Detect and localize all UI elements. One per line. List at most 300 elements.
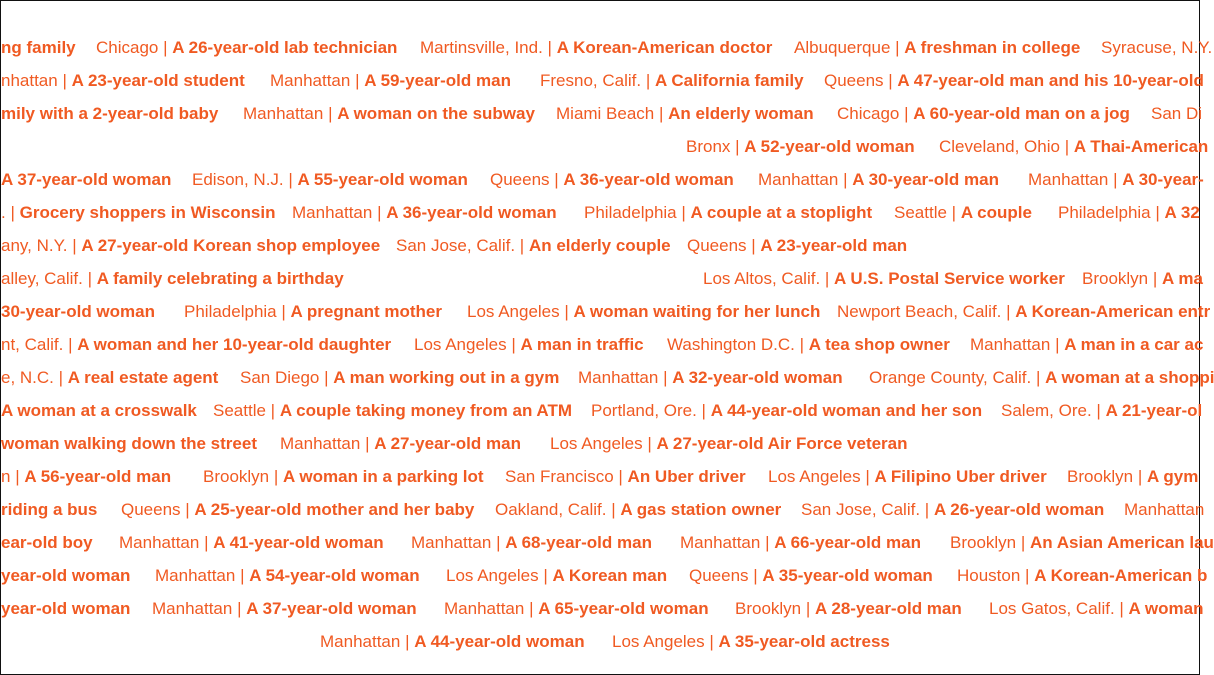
sighting-separator: | xyxy=(265,401,280,420)
sighting-place: Manhattan xyxy=(578,368,659,387)
sighting-separator: | xyxy=(283,170,298,189)
sighting-place: Philadelphia xyxy=(1058,203,1151,222)
sighting-entry xyxy=(950,532,1214,554)
sighting-entry xyxy=(119,532,384,554)
sighting-row xyxy=(1,301,1211,323)
sighting-entry xyxy=(540,70,804,92)
sighting-row xyxy=(1,565,1208,587)
sighting-entry xyxy=(213,400,572,422)
sighting-description: A pregnant mother xyxy=(290,302,442,321)
sighting-entry xyxy=(1,235,380,257)
sighting-separator: | xyxy=(1114,599,1129,618)
sighting-separator: | xyxy=(1150,203,1165,222)
sighting-entry xyxy=(578,367,843,389)
sighting-entry xyxy=(1,37,76,59)
sighting-description: A Filipino Uber driver xyxy=(874,467,1047,486)
sighting-place: Oakland, Calif. xyxy=(495,500,607,519)
sighting-row xyxy=(1,334,1204,356)
sighting-description: A Korean-American doctor xyxy=(556,38,773,57)
sighting-separator: | xyxy=(515,236,529,255)
sighting-separator: | xyxy=(946,203,961,222)
sighting-place: Manhattan xyxy=(1028,170,1109,189)
sighting-description: A 54-year-old woman xyxy=(249,566,420,585)
sighting-separator: | xyxy=(276,302,291,321)
sighting-separator: | xyxy=(1148,269,1163,288)
sighting-place: San Di xyxy=(1151,104,1203,123)
sighting-separator: | xyxy=(323,104,338,123)
sighting-place: Fresno, Calif. xyxy=(540,71,642,90)
sighting-place: alley, Calif. xyxy=(1,269,83,288)
sighting-description: A 30-year-old man xyxy=(852,170,999,189)
sighting-place: Houston xyxy=(957,566,1021,585)
sighting-description: A Korean-American b xyxy=(1034,566,1208,585)
sighting-separator: | xyxy=(67,236,82,255)
sighting-separator: | xyxy=(82,269,97,288)
sighting-entry xyxy=(420,37,772,59)
sighting-description: A woman in a parking lot xyxy=(283,467,484,486)
sighting-row xyxy=(1,235,1199,257)
sighting-entry xyxy=(467,301,820,323)
sighting-entry xyxy=(1,301,155,323)
sighting-place: Los Angeles xyxy=(768,467,861,486)
sighting-description: A woman and her 10-year-old daughter xyxy=(77,335,392,354)
sighting-place: Portland, Ore. xyxy=(591,401,697,420)
sighting-entry xyxy=(1028,169,1204,191)
sighting-entry xyxy=(550,433,908,455)
sighting-place: Los Altos, Calif. xyxy=(703,269,821,288)
sighting-separator: | xyxy=(199,533,214,552)
sighting-row xyxy=(1,400,1203,422)
sighting-entry xyxy=(680,532,921,554)
sighting-place: Los Angeles xyxy=(550,434,643,453)
sighting-place: Los Angeles xyxy=(467,302,560,321)
sighting-place: Queens xyxy=(687,236,747,255)
sighting-description: A freshman in college xyxy=(904,38,1081,57)
sighting-place: Manhattan xyxy=(970,335,1051,354)
sighting-entry xyxy=(612,631,890,653)
sighting-description: A 66-year-old man xyxy=(774,533,921,552)
sighting-place: Bronx xyxy=(686,137,731,156)
sighting-description: A 68-year-old man xyxy=(505,533,652,552)
sighting-separator: | xyxy=(704,632,719,651)
sighting-entry xyxy=(1,598,130,620)
sighting-place: San Francisco xyxy=(505,467,614,486)
sighting-description: A 55-year-old woman xyxy=(297,170,468,189)
sighting-description: A 21-year-ol xyxy=(1105,401,1203,420)
sighting-place: nt, Calif. xyxy=(1,335,64,354)
sighting-description: ear-old boy xyxy=(1,533,93,552)
sighting-entry xyxy=(155,565,420,587)
sighting-place: . xyxy=(1,203,6,222)
sighting-place: San Jose, Calif. xyxy=(396,236,516,255)
sighting-place: Syracuse, N.Y. xyxy=(1101,38,1213,57)
sighting-entry xyxy=(1,169,171,191)
sighting-place: Salem, Ore. xyxy=(1001,401,1092,420)
sighting-entry xyxy=(667,334,950,356)
sighting-row xyxy=(1,37,1213,59)
sighting-entry xyxy=(1058,202,1200,224)
sighting-place: Cleveland, Ohio xyxy=(939,137,1060,156)
sighting-entry xyxy=(1,268,344,290)
sighting-separator: | xyxy=(1031,368,1046,387)
sighting-entry xyxy=(703,268,1065,290)
sighting-place: Manhattan xyxy=(280,434,361,453)
sighting-separator: | xyxy=(269,467,284,486)
sighting-entry xyxy=(1,334,391,356)
sighting-description: year-old woman xyxy=(1,566,131,585)
sighting-place: Philadelphia xyxy=(584,203,677,222)
sighting-description: A 26-year-old woman xyxy=(933,500,1105,519)
sighting-separator: | xyxy=(1108,170,1123,189)
sighting-entry xyxy=(1067,466,1198,488)
sighting-description: A Korean man xyxy=(552,566,668,585)
sighting-separator: | xyxy=(838,170,853,189)
sighting-separator: | xyxy=(319,368,334,387)
sighting-place: San Diego xyxy=(240,368,320,387)
sighting-place: Manhattan xyxy=(758,170,839,189)
sighting-separator: | xyxy=(794,335,809,354)
sighting-separator: | xyxy=(760,533,775,552)
sighting-place: Brooklyn xyxy=(1082,269,1149,288)
sighting-description: A 37-year-old woman xyxy=(246,599,417,618)
sighting-place: Newport Beach, Calif. xyxy=(837,302,1002,321)
sighting-description: A woman on the subway xyxy=(337,104,535,123)
sighting-place: Manhattan xyxy=(152,599,233,618)
sighting-separator: | xyxy=(890,38,905,57)
sighting-separator: | xyxy=(180,500,195,519)
sighting-place: Manhattan xyxy=(243,104,324,123)
sighting-separator: | xyxy=(730,137,745,156)
sighting-description: A man in traffic xyxy=(520,335,644,354)
sighting-separator: | xyxy=(10,467,25,486)
sighting-place: Albuquerque xyxy=(794,38,891,57)
sighting-separator: | xyxy=(883,71,898,90)
sighting-description: A 36-year-old woman xyxy=(563,170,734,189)
sighting-description: year-old woman xyxy=(1,599,131,618)
sighting-entry xyxy=(687,235,907,257)
sighting-separator: | xyxy=(57,71,72,90)
sighting-entry xyxy=(824,70,1204,92)
sighting-separator: | xyxy=(158,38,173,57)
sighting-separator: | xyxy=(658,368,673,387)
sighting-entry xyxy=(768,466,1047,488)
sighting-entry xyxy=(495,499,781,521)
sighting-place: Manhattan xyxy=(680,533,761,552)
sighting-entry xyxy=(1082,268,1203,290)
sighting-place: Seattle xyxy=(894,203,947,222)
sighting-description: Grocery shoppers in Wisconsin xyxy=(19,203,276,222)
sighting-place: Brooklyn xyxy=(1067,467,1134,486)
sighting-description: A woman waiting for her lunch xyxy=(573,302,821,321)
sighting-row xyxy=(1,268,1203,290)
sighting-separator: | xyxy=(400,632,415,651)
sighting-separator: | xyxy=(506,335,521,354)
sighting-place: Washington D.C. xyxy=(667,335,795,354)
sighting-description: A man working out in a gym xyxy=(333,368,560,387)
sighting-description: A 36-year-old woman xyxy=(386,203,557,222)
sighting-entry xyxy=(939,136,1208,158)
sighting-entry xyxy=(152,598,417,620)
sighting-separator: | xyxy=(1016,533,1031,552)
sighting-row xyxy=(1,202,1199,224)
sighting-description: A 27-year-old Air Force veteran xyxy=(656,434,908,453)
sighting-separator: | xyxy=(820,269,835,288)
sighting-description: A tea shop owner xyxy=(808,335,950,354)
sighting-entry xyxy=(505,466,746,488)
sighting-entry xyxy=(1,565,130,587)
sighting-separator: | xyxy=(676,203,691,222)
sighting-description: A family celebrating a birthday xyxy=(96,269,344,288)
sighting-description: A Thai-American xyxy=(1073,137,1209,156)
sighting-entry xyxy=(396,235,671,257)
sighting-entry xyxy=(1124,499,1204,521)
sighting-place: Los Angeles xyxy=(446,566,539,585)
sighting-row xyxy=(1,598,1204,620)
sighting-place: Queens xyxy=(121,500,181,519)
sighting-separator: | xyxy=(748,566,763,585)
sighting-description: A 27-year-old man xyxy=(374,434,521,453)
sighting-entry xyxy=(584,202,872,224)
sighting-separator: | xyxy=(920,500,934,519)
sighting-place: Queens xyxy=(824,71,884,90)
sighting-separator: | xyxy=(642,434,657,453)
sighting-description: An elderly couple xyxy=(528,236,671,255)
sighting-place: Manhattan xyxy=(1124,500,1205,519)
sighting-description: A couple taking money from an ATM xyxy=(279,401,572,420)
sighting-separator: | xyxy=(1091,401,1106,420)
sighting-separator: | xyxy=(63,335,78,354)
sighting-separator: | xyxy=(801,599,816,618)
sighting-description: mily with a 2-year-old baby xyxy=(1,104,219,123)
sighting-description: 30-year-old woman xyxy=(1,302,155,321)
sighting-description: A 27-year-old Korean shop employee xyxy=(81,236,381,255)
sighting-entry xyxy=(735,598,962,620)
sighting-description: A woman at a crosswalk xyxy=(1,401,197,420)
sighting-entry xyxy=(490,169,734,191)
sighting-description: A 35-year-old woman xyxy=(762,566,933,585)
sighting-description: A real estate agent xyxy=(67,368,219,387)
sighting-place: Queens xyxy=(689,566,749,585)
sighting-separator: | xyxy=(606,500,621,519)
sighting-separator: | xyxy=(360,434,375,453)
sighting-description: A 32 xyxy=(1164,203,1200,222)
sighting-entry xyxy=(121,499,474,521)
sighting-row xyxy=(1,367,1214,389)
sighting-separator: | xyxy=(899,104,914,123)
sighting-place: Seattle xyxy=(213,401,266,420)
sighting-entry xyxy=(280,433,521,455)
sighting-description: A 47-year-old man and his 10-year-old xyxy=(897,71,1204,90)
sighting-place: Martinsville, Ind. xyxy=(420,38,543,57)
sighting-separator: | xyxy=(559,302,574,321)
sighting-entry xyxy=(270,70,511,92)
sighting-place: n xyxy=(1,467,11,486)
sighting-entry xyxy=(203,466,484,488)
sighting-place: Miami Beach xyxy=(556,104,655,123)
sighting-separator: | xyxy=(654,104,669,123)
sighting-description: A 44-year-old woman and her son xyxy=(710,401,983,420)
sighting-description: A 26-year-old lab technician xyxy=(172,38,398,57)
sighting-entry xyxy=(446,565,667,587)
sighting-entry xyxy=(411,532,652,554)
sighting-description: An Asian American lau xyxy=(1030,533,1214,552)
sighting-separator: | xyxy=(549,170,564,189)
sighting-description: A gym xyxy=(1147,467,1199,486)
sighting-place: Manhattan xyxy=(270,71,351,90)
sighting-separator: | xyxy=(696,401,711,420)
sighting-entry xyxy=(192,169,468,191)
sighting-separator: | xyxy=(1001,302,1016,321)
sighting-entry xyxy=(320,631,585,653)
sighting-separator: | xyxy=(542,38,557,57)
sighting-entry xyxy=(970,334,1203,356)
sighting-entry xyxy=(243,103,535,125)
sighting-description: A 59-year-old man xyxy=(364,71,511,90)
sighting-row xyxy=(1,136,1209,158)
sighting-entry xyxy=(1,70,245,92)
sighting-place: Chicago xyxy=(96,38,159,57)
sighting-description: A U.S. Postal Service worker xyxy=(834,269,1065,288)
sighting-separator: | xyxy=(1059,137,1074,156)
sighting-place: Edison, N.J. xyxy=(192,170,284,189)
sighting-description: A 60-year-old man on a jog xyxy=(913,104,1130,123)
sighting-place: Brooklyn xyxy=(950,533,1017,552)
sighting-entry xyxy=(1,466,171,488)
sighting-description: An elderly woman xyxy=(668,104,814,123)
sighting-entry xyxy=(801,499,1104,521)
sighting-place: Orange County, Calif. xyxy=(869,368,1032,387)
sighting-separator: | xyxy=(613,467,628,486)
sighting-entry xyxy=(1151,103,1202,125)
sighting-place: Queens xyxy=(490,170,550,189)
sighting-separator: | xyxy=(5,203,20,222)
sighting-description: A 56-year-old man xyxy=(24,467,172,486)
sighting-row xyxy=(1,70,1204,92)
sighting-separator: | xyxy=(350,71,365,90)
sighting-entry xyxy=(894,202,1032,224)
sighting-description: An Uber driver xyxy=(627,467,746,486)
sighting-place: Manhattan xyxy=(320,632,401,651)
sighting-description: A 23-year-old man xyxy=(760,236,908,255)
sighting-separator: | xyxy=(1050,335,1065,354)
sighting-entry xyxy=(1,532,93,554)
sighting-place: Los Angeles xyxy=(612,632,705,651)
sighting-entry xyxy=(837,103,1130,125)
sighting-row xyxy=(1,532,1214,554)
sighting-entry xyxy=(240,367,559,389)
sighting-entry xyxy=(414,334,644,356)
sighting-place: any, N.Y. xyxy=(1,236,68,255)
sighting-description: A ma xyxy=(1162,269,1203,288)
sighting-separator: | xyxy=(235,566,250,585)
sighting-place: e, N.C. xyxy=(1,368,54,387)
sighting-description: A 25-year-old mother and her baby xyxy=(194,500,475,519)
sighting-place: Manhattan xyxy=(444,599,525,618)
sighting-description: A 37-year-old woman xyxy=(1,170,172,189)
sighting-separator: | xyxy=(524,599,539,618)
sighting-description: A Korean-American entr xyxy=(1015,302,1211,321)
sighting-entry xyxy=(1,433,257,455)
sighting-description: ng family xyxy=(1,38,76,57)
sighting-entry xyxy=(292,202,557,224)
sighting-place: nhattan xyxy=(1,71,58,90)
sighting-description: A 65-year-old woman xyxy=(538,599,709,618)
sighting-separator: | xyxy=(1133,467,1148,486)
sighting-description: A 41-year-old woman xyxy=(213,533,384,552)
sighting-separator: | xyxy=(53,368,68,387)
sighting-separator: | xyxy=(491,533,506,552)
sighting-place: Brooklyn xyxy=(203,467,270,486)
sighting-description: A woman xyxy=(1128,599,1204,618)
sighting-description: A gas station owner xyxy=(620,500,782,519)
sighting-place: San Jose, Calif. xyxy=(801,500,921,519)
sighting-separator: | xyxy=(1020,566,1035,585)
sighting-description: woman walking down the street xyxy=(1,434,257,453)
sighting-place: Los Angeles xyxy=(414,335,507,354)
sighting-entry xyxy=(989,598,1203,620)
sighting-description: A 23-year-old student xyxy=(71,71,245,90)
sighting-entry xyxy=(184,301,442,323)
sighting-place: Philadelphia xyxy=(184,302,277,321)
sighting-entry xyxy=(1,367,218,389)
sighting-entry xyxy=(837,301,1210,323)
sighting-entry xyxy=(1,202,275,224)
sighting-description: riding a bus xyxy=(1,500,98,519)
sighting-description: A 44-year-old woman xyxy=(414,632,585,651)
sighting-place: Brooklyn xyxy=(735,599,802,618)
sighting-row xyxy=(1,499,1205,521)
sighting-description: A 30-year- xyxy=(1122,170,1204,189)
sighting-description: A woman at a shoppi xyxy=(1045,368,1214,387)
sighting-place: Manhattan xyxy=(155,566,236,585)
sighting-description: A 28-year-old man xyxy=(815,599,962,618)
sighting-row xyxy=(1,433,1199,455)
sighting-entry xyxy=(556,103,814,125)
sighting-separator: | xyxy=(860,467,875,486)
sighting-separator: | xyxy=(641,71,655,90)
sighting-entry xyxy=(758,169,999,191)
sighting-entry xyxy=(869,367,1214,389)
sighting-row xyxy=(1,631,1199,653)
sighting-description: A couple xyxy=(960,203,1032,222)
sighting-entry xyxy=(957,565,1207,587)
sighting-description: A 35-year-old actress xyxy=(718,632,890,651)
sighting-entry xyxy=(591,400,982,422)
sighting-separator: | xyxy=(538,566,553,585)
sighting-separator: | xyxy=(746,236,761,255)
sighting-description: A California family xyxy=(654,71,804,90)
sighting-place: Manhattan xyxy=(411,533,492,552)
sighting-place: Manhattan xyxy=(119,533,200,552)
sighting-entry xyxy=(1,400,197,422)
sighting-description: A 32-year-old woman xyxy=(672,368,843,387)
sighting-place: Manhattan xyxy=(292,203,373,222)
sighting-entry xyxy=(96,37,397,59)
sighting-separator: | xyxy=(372,203,387,222)
sighting-entry xyxy=(689,565,933,587)
sighting-entry xyxy=(794,37,1080,59)
sighting-entry xyxy=(1001,400,1202,422)
sighting-entry xyxy=(1,499,97,521)
sighting-entry xyxy=(444,598,709,620)
sighting-entry xyxy=(1101,37,1212,59)
sighting-row xyxy=(1,466,1199,488)
sighting-entry xyxy=(1,103,218,125)
sighting-row xyxy=(1,169,1204,191)
sighting-separator: | xyxy=(232,599,247,618)
sighting-entry xyxy=(686,136,915,158)
sighting-place: Chicago xyxy=(837,104,900,123)
